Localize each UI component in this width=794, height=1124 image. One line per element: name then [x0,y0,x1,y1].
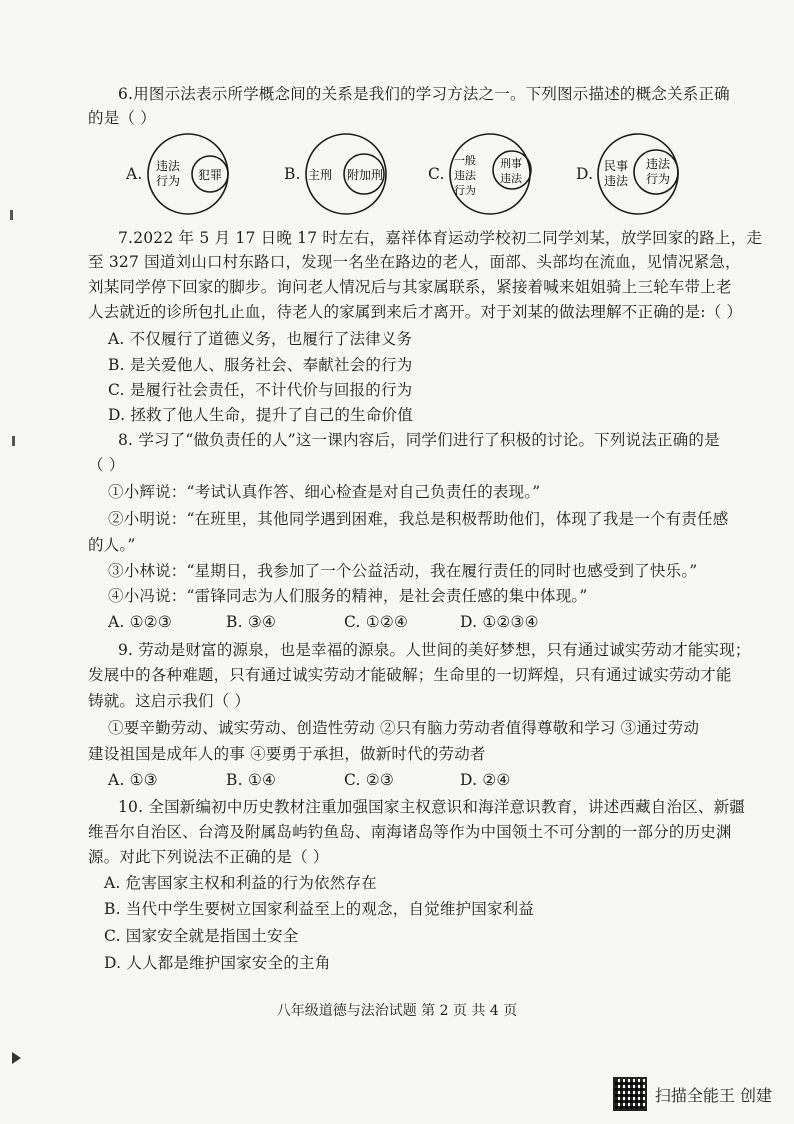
q6-diagram-row [118,132,718,218]
q10-stem-line1: 10. 全国新编初中历史教材注重加强国家主权意识和海洋意识教育，讲述西藏自治区、新疆 [118,798,745,816]
venn-d-svg [576,132,696,218]
inner-label: 刑事 [500,157,522,170]
diagram-letter: D. [576,165,594,183]
scanner-watermark [613,1076,772,1112]
venn-c-svg [428,132,548,218]
q9-stem-line1: 9. 劳动是财富的源泉，也是幸福的源泉。人世间的美好梦想，只有通过诚实劳动才能实现； [118,641,751,659]
venn-a-svg [126,132,246,218]
qr-code-icon [613,1077,647,1111]
q6-diagram-a [126,132,246,218]
q7-stem-line2: 至 327 国道刘山口村东路口，发现一名坐在路边的老人，面部、头部均在流血，见情况紧急， [88,253,741,271]
q6-diagram-d [576,132,696,218]
q10-option-a: A. 危害国家主权和利益的行为依然存在 [104,874,377,892]
q8-stem-line1: 8. 学习了“做负责任的人”这一课内容后，同学们进行了积极的讨论。下列说法正确的是 [118,431,720,449]
inner-label: 犯罪 [198,168,223,182]
page-footer: 八年级道德与法治试题 第 2 页 共 4 页 [276,1003,518,1019]
scan-mark [12,436,15,446]
diagram-letter: A. [126,165,143,183]
inner-label: 违法 [500,172,522,185]
q8-statement-3: ③小林说：“星期日，我参加了一个公益活动，我在履行责任的同时也感受到了快乐。” [108,562,698,580]
q8-option-d: D. ①②③④ [460,613,539,631]
venn-b-svg [284,132,404,218]
q9-statement-1: ①要辛勤劳动、诚实劳动、创造性劳动 ②只有脑力劳动者值得尊敬和学习 ③通过劳动 [108,719,700,737]
q8-option-c: C. ①②④ [344,613,409,631]
outer-label: 违法 [156,159,181,173]
q7-stem-line1: 7.2022 年 5 月 17 日晚 17 时左右，嘉祥体育运动学校初二同学刘某，放学回家的路上，走 [118,229,763,247]
q7-option-a: A. 不仅履行了道德义务，也履行了法律义务 [108,330,413,348]
q9-option-c: C. ②③ [344,771,394,789]
outer-label: 民事 [604,159,629,173]
q6-stem-line2: 的是（ ） [88,109,156,127]
diagram-letter: B. [284,165,301,183]
outer-label: 违法 [604,174,629,188]
outer-label: 违法 [454,169,476,182]
corner-arrow-icon [12,1052,21,1064]
q7-option-b: B. 是关爱他人、服务社会、奉献社会的行为 [108,356,413,374]
q6-stem-line1: 6.用图示法表示所学概念间的关系是我们的学习方法之一。下列图示描述的概念关系正确 [118,85,730,103]
diagram-letter: C. [428,165,445,183]
q10-option-d: D. 人人都是维护国家安全的主角 [104,954,331,972]
inner-label: 附加刑 [347,168,384,182]
q9-option-d: D. ②④ [460,771,511,789]
q8-statement-4: ④小冯说：“雷锋同志为人们服务的精神，是社会责任感的集中体现。” [108,587,588,605]
outer-label: 主刑 [308,168,333,182]
q8-statement-1: ①小辉说：“考试认真作答、细心检查是对自己负责任的表现。” [108,483,541,501]
outer-label: 行为 [454,184,476,197]
q9-statement-2: 建设祖国是成年人的事 ④要勇于承担，做新时代的劳动者 [88,745,486,763]
q9-option-b: B. ①④ [226,771,277,789]
q7-stem-line4: 人去就近的诊所包扎止血，待老人的家属到来后才离开。对于刘某的做法理解不正确的是:（ ） [88,303,743,321]
q8-option-a: A. ①②③ [108,613,172,631]
q10-stem-line3: 源。对此下列说法不正确的是（ ） [88,848,329,866]
q8-stem-line2: （ ） [88,456,125,474]
q9-stem-line2: 发展中的各种难题，只有通过诚实劳动才能破解；生命里的一切辉煌，只有通过诚实劳动才能 [88,666,732,684]
q6-diagram-b [284,132,404,218]
inner-label: 违法 [646,157,671,171]
q7-option-c: C. 是履行社会责任，不计代价与回报的行为 [108,381,413,399]
q9-option-a: A. ①③ [108,771,158,789]
q8-statement-2a: ②小明说：“在班里，其他同学遇到困难，我总是积极帮助他们，体现了我是一个有责任感 [108,510,729,528]
q9-stem-line3: 铸就。这启示我们（ ） [88,692,251,710]
inner-label: 行为 [646,172,671,186]
q8-option-b: B. ③④ [226,613,277,631]
q7-stem-line3: 刘某同学停下回家的脚步。询问老人情况后与其家属联系，紧接着喊来姐姐骑上三轮车带上老 [88,278,732,296]
q10-stem-line2: 维吾尔自治区、台湾及附属岛屿钓鱼岛、南海诸岛等作为中国领土不可分割的一部分的历史渊 [88,823,732,841]
outer-label: 一般 [454,154,476,167]
q7-option-d: D. 拯救了他人生命，提升了自己的生命价值 [108,406,413,424]
q6-diagram-c [428,132,548,218]
watermark-text: 扫描全能王 创建 [654,1085,772,1105]
q10-option-c: C. 国家安全就是指国土安全 [104,927,299,945]
scan-mark [10,210,13,220]
q10-option-b: B. 当代中学生要树立国家利益至上的观念，自觉维护国家利益 [104,900,535,918]
outer-label: 行为 [156,174,181,188]
q8-statement-2b: 的人。” [88,536,136,554]
